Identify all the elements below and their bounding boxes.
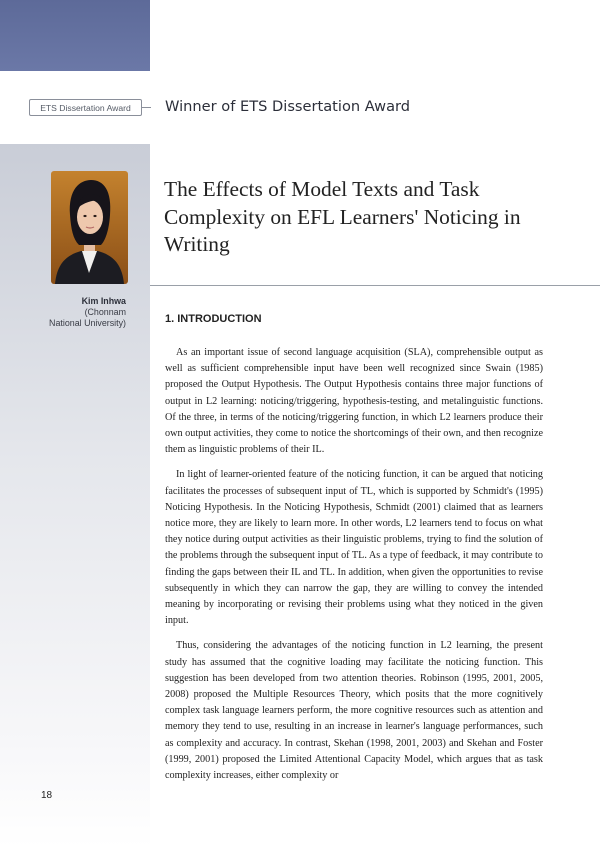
- title-divider: [150, 285, 600, 286]
- body-paragraph: As an important issue of second language acquisition (SLA), comprehensible output as well as sufficient comprehensible input have been well recognized since Swain (1985) proposed the Output Hypothesis. The Output Hypothesis contains three major functions of output in L2 learning: noticing/triggering, hypothesis-testing, and metalinguistic functions. Of the three, in terms of the noticing/triggering function, in which L2 learners produce their own output activities, they come to notice the shortcomings of their own, and then recognize them as linguistic problems of their IL.: [165, 347, 543, 456]
- award-tag-connector: [142, 107, 151, 108]
- author-affiliation: (Chonnam National University): [49, 307, 126, 328]
- article-title: The Effects of Model Texts and Task Complexity on EFL Learners' Noticing in Writing: [164, 177, 521, 257]
- top-color-band: [0, 0, 150, 71]
- award-title: Winner of ETS Dissertation Award: [165, 98, 411, 115]
- page-number: 18: [41, 790, 53, 801]
- body-paragraph: In light of learner-oriented feature of the noticing function, it can be argued that noticing facilitates the processes of subsequent input of TL, which is supported by Schmidt's (1995) Noticing Hypothesis. In the Noticing Hypothesis, Schmidt (2001) claimed that as learners notice more, they are likely to learn more. In other words, L2 learners tend to focus on what they notice during output activities as their linguistic problems, trying to find the solution of the problems through the subsequent input of TL. As a type of feedback, it may contribute to finding the gaps between their IL and TL. In addition, when given the opportunities to revise subsequently in which they can narrow the gap, they are willing to convey the intended meaning by incorporating or revising their problems using what they noticed in the given input.: [165, 469, 543, 627]
- award-tag: ETS Dissertation Award: [29, 99, 142, 116]
- article-body: [165, 345, 543, 793]
- section-heading: 1. INTRODUCTION: [165, 313, 262, 325]
- author-name: Kim Inhwa: [81, 296, 126, 306]
- author-info: [49, 296, 126, 329]
- author-photo: [51, 171, 128, 284]
- body-paragraph: Thus, considering the advantages of the noticing function in L2 learning, the present study has assumed that the cognitive loading may facilitate the noticing function. This suggestion has been developed from two attention theories. Robinson (1995, 2001, 2005, 2008) proposed the Multiple Resources Theory, which posits that the more cognitively complex task language learners perform, the more cognitive resources such as attention and memory they tend to use, resulting in an increase in learner's language performances, such as complexity and accuracy. In contrast, Skehan (1998, 2001, 2003) and Skehan and Foster (1999, 2001) proposed the Limited Attentional Capacity Model, which argues that as task complexity increases, either complexity or: [165, 640, 543, 782]
